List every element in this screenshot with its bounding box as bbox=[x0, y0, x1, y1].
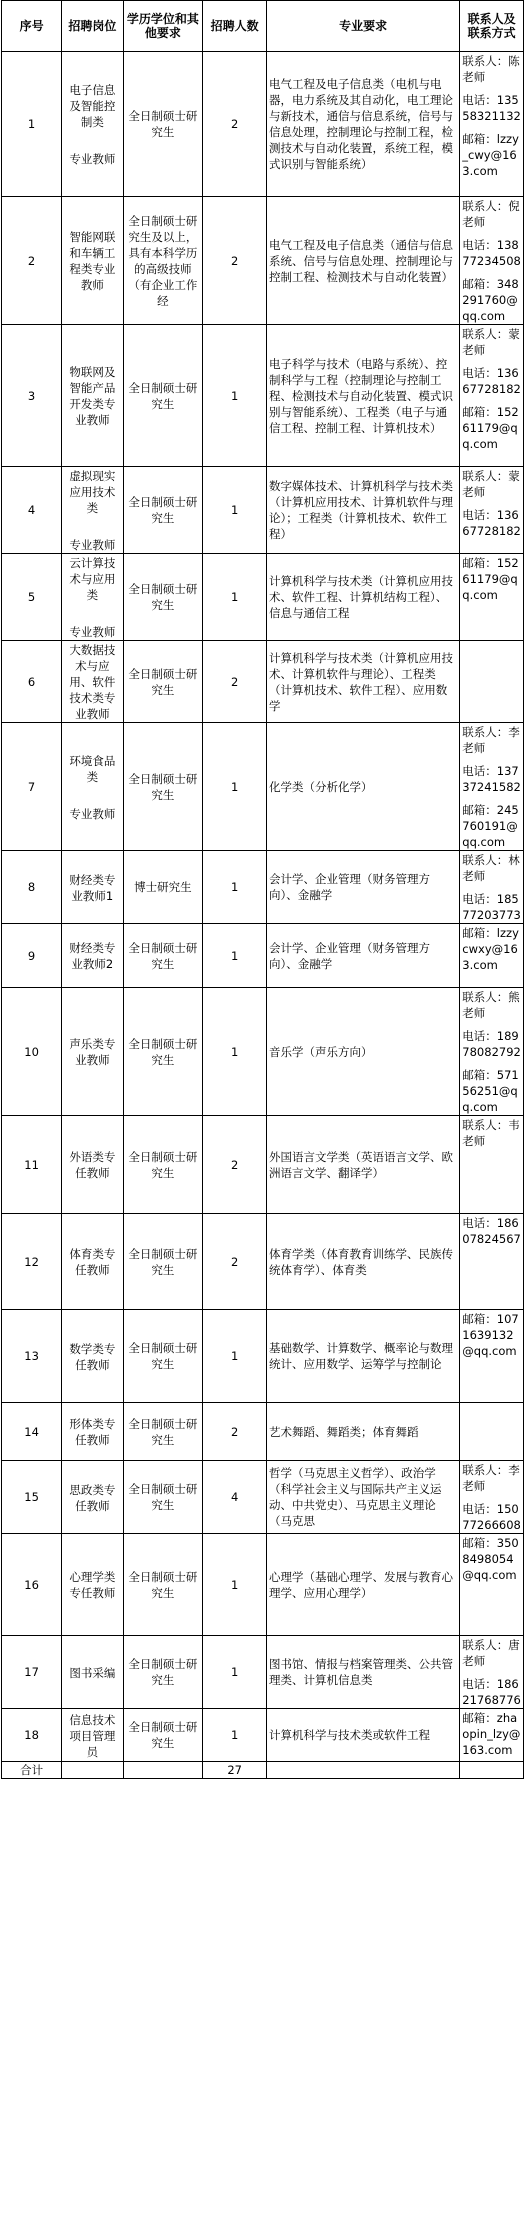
row-education: 全日制硕士研究生及以上，具有本科学历的高级技师（有企业工作经 bbox=[123, 197, 203, 325]
position-line: 大数据技术与应用、软件技术类专业教师 bbox=[69, 643, 116, 721]
row-position bbox=[62, 641, 123, 723]
row-position bbox=[62, 325, 123, 467]
row-education: 全日制硕士研究生 bbox=[123, 924, 203, 988]
header-row bbox=[2, 1, 524, 52]
contact-line: 邮箱：zhaopin_lzy@163.com bbox=[462, 1711, 521, 1757]
row-education: 全日制硕士研究生 bbox=[123, 554, 203, 641]
contact-line: 联系人：李老师 bbox=[462, 1463, 520, 1493]
row-contact bbox=[460, 1403, 524, 1461]
row-major: 化学类（分析化学） bbox=[267, 723, 460, 851]
row-education: 全日制硕士研究生 bbox=[123, 1310, 203, 1403]
row-no: 9 bbox=[2, 924, 62, 988]
contact-line: 联系人：熊老师 bbox=[462, 990, 520, 1020]
row-count: 2 bbox=[203, 1214, 267, 1310]
row-major: 数字媒体技术、计算机科学与技术类（计算机应用技术、计算机软件与理论）；工程类（计算机技术、软件工程） bbox=[267, 467, 460, 554]
row-no: 3 bbox=[2, 325, 62, 467]
position-line: 信息技术项目管理员 bbox=[69, 1712, 116, 1759]
table-row bbox=[2, 1310, 524, 1403]
row-position bbox=[62, 1709, 123, 1762]
header-no: 序号 bbox=[2, 1, 62, 52]
position-line: 外语类专任教师 bbox=[69, 1150, 116, 1180]
contact-line: 联系人：倪老师 bbox=[462, 199, 520, 229]
table-row bbox=[2, 1636, 524, 1709]
row-count: 2 bbox=[203, 1403, 267, 1461]
recruitment-table bbox=[1, 0, 524, 1779]
row-no: 2 bbox=[2, 197, 62, 325]
row-education: 全日制硕士研究生 bbox=[123, 325, 203, 467]
row-contact bbox=[460, 554, 524, 641]
contact-line: 电话：13558321132 bbox=[462, 93, 521, 123]
row-no: 7 bbox=[2, 723, 62, 851]
position-line: 图书采编 bbox=[69, 1665, 116, 1680]
row-major: 图书馆、情报与档案管理类、公共管理类、计算机信息类 bbox=[267, 1636, 460, 1709]
contact-line: 电话：18577203773 bbox=[462, 892, 521, 922]
position-line: 专业教师 bbox=[69, 625, 116, 639]
row-education: 全日制硕士研究生 bbox=[123, 1709, 203, 1762]
contact-line: 电话：18607824567 bbox=[462, 1216, 521, 1246]
total-blank bbox=[460, 1762, 524, 1779]
row-position bbox=[62, 851, 123, 924]
contact-line: 邮箱：348291760@qq.com bbox=[462, 277, 519, 323]
row-contact bbox=[460, 924, 524, 988]
row-position bbox=[62, 924, 123, 988]
row-contact bbox=[460, 1534, 524, 1636]
row-position bbox=[62, 467, 123, 554]
row-major: 艺术舞蹈、舞蹈类；体育舞蹈 bbox=[267, 1403, 460, 1461]
contact-line: 联系人：唐老师 bbox=[462, 1638, 520, 1668]
contact-line: 联系人：林老师 bbox=[462, 853, 520, 883]
contact-line: 电话：13667728182 bbox=[462, 366, 521, 396]
contact-line: 邮箱：245760191@qq.com bbox=[462, 803, 519, 849]
position-line: 专业教师 bbox=[69, 538, 116, 552]
row-education: 全日制硕士研究生 bbox=[123, 1636, 203, 1709]
contact-line: 联系人：陈老师 bbox=[462, 54, 520, 84]
row-contact bbox=[460, 1214, 524, 1310]
row-no: 4 bbox=[2, 467, 62, 554]
total-count: 27 bbox=[203, 1762, 267, 1779]
row-count: 1 bbox=[203, 325, 267, 467]
position-line: 财经类专业教师2 bbox=[69, 941, 116, 971]
row-count: 2 bbox=[203, 197, 267, 325]
row-contact bbox=[460, 723, 524, 851]
position-line: 心理学类专任教师 bbox=[69, 1570, 116, 1600]
row-position bbox=[62, 554, 123, 641]
table-row bbox=[2, 1214, 524, 1310]
total-label: 合计 bbox=[2, 1762, 62, 1779]
position-line: 专业教师 bbox=[69, 152, 116, 166]
table-row bbox=[2, 851, 524, 924]
row-count: 1 bbox=[203, 1310, 267, 1403]
row-education: 全日制硕士研究生 bbox=[123, 1461, 203, 1534]
row-count: 1 bbox=[203, 988, 267, 1116]
row-position bbox=[62, 1214, 123, 1310]
contact-line: 电话：13877234508 bbox=[462, 238, 521, 268]
row-position bbox=[62, 52, 123, 197]
row-count: 2 bbox=[203, 1116, 267, 1214]
row-major: 哲学（马克思主义哲学）、政治学（科学社会主义与国际共产主义运动、中共党史）、马克思主义理论（马克思 bbox=[267, 1461, 460, 1534]
table-row bbox=[2, 1403, 524, 1461]
row-count: 1 bbox=[203, 1709, 267, 1762]
row-education: 全日制硕士研究生 bbox=[123, 1403, 203, 1461]
contact-line: 邮箱：lzzycwxy@163.com bbox=[462, 926, 519, 972]
row-contact bbox=[460, 1461, 524, 1534]
row-position bbox=[62, 197, 123, 325]
row-contact bbox=[460, 52, 524, 197]
row-contact bbox=[460, 641, 524, 723]
row-count: 1 bbox=[203, 851, 267, 924]
contact-line: 邮箱：15261179@qq.com bbox=[462, 405, 519, 451]
total-blank bbox=[62, 1762, 123, 1779]
row-education: 博士研究生 bbox=[123, 851, 203, 924]
row-count: 1 bbox=[203, 1534, 267, 1636]
header-count: 招聘人数 bbox=[203, 1, 267, 52]
row-contact bbox=[460, 1709, 524, 1762]
position-line: 物联网及智能产品开发类专业教师 bbox=[69, 365, 116, 427]
contact-line: 联系人：韦老师 bbox=[462, 1118, 520, 1148]
total-row bbox=[2, 1762, 524, 1779]
header-education: 学历学位和其他要求 bbox=[123, 1, 203, 52]
row-count: 1 bbox=[203, 924, 267, 988]
table-row bbox=[2, 1534, 524, 1636]
row-education: 全日制硕士研究生 bbox=[123, 1214, 203, 1310]
header-major: 专业要求 bbox=[267, 1, 460, 52]
row-no: 16 bbox=[2, 1534, 62, 1636]
contact-line: 电话：18978082792 bbox=[462, 1029, 521, 1059]
row-position bbox=[62, 1461, 123, 1534]
row-contact bbox=[460, 1116, 524, 1214]
table-row bbox=[2, 988, 524, 1116]
row-education: 全日制硕士研究生 bbox=[123, 1116, 203, 1214]
table-row bbox=[2, 641, 524, 723]
row-major: 外国语言文学类（英语语言文学、欧洲语言文学、翻译学） bbox=[267, 1116, 460, 1214]
row-education: 全日制硕士研究生 bbox=[123, 1534, 203, 1636]
contact-line: 邮箱：57156251@qq.com bbox=[462, 1068, 519, 1114]
row-no: 13 bbox=[2, 1310, 62, 1403]
position-line: 虚拟现实应用技术类 bbox=[69, 469, 116, 515]
table-row bbox=[2, 325, 524, 467]
row-education: 全日制硕士研究生 bbox=[123, 641, 203, 723]
row-count: 2 bbox=[203, 52, 267, 197]
contact-line: 邮箱：3508498054@qq.com bbox=[462, 1536, 519, 1582]
position-line: 专业教师 bbox=[69, 806, 116, 821]
position-line: 声乐类专业教师 bbox=[69, 1037, 116, 1067]
row-no: 6 bbox=[2, 641, 62, 723]
row-count: 1 bbox=[203, 723, 267, 851]
row-position bbox=[62, 1403, 123, 1461]
row-count: 2 bbox=[203, 641, 267, 723]
row-major: 计算机科学与技术类或软件工程 bbox=[267, 1709, 460, 1762]
row-major: 电气工程及电子信息类（通信与信息系统、信号与信息处理、控制理论与控制工程、检测技术与自动化装置） bbox=[267, 197, 460, 325]
row-contact bbox=[460, 325, 524, 467]
position-line: 环境食品类 bbox=[69, 753, 116, 784]
row-no: 17 bbox=[2, 1636, 62, 1709]
table-row bbox=[2, 554, 524, 641]
row-no: 11 bbox=[2, 1116, 62, 1214]
contact-line: 联系人：蒙老师 bbox=[462, 327, 520, 357]
row-count: 1 bbox=[203, 467, 267, 554]
position-line: 智能网联和车辆工程类专业教师 bbox=[69, 230, 116, 292]
table-row bbox=[2, 52, 524, 197]
row-position bbox=[62, 1310, 123, 1403]
row-position bbox=[62, 1116, 123, 1214]
table-row bbox=[2, 1461, 524, 1534]
table-row bbox=[2, 723, 524, 851]
position-line: 数学类专任教师 bbox=[69, 1341, 116, 1372]
contact-line: 电话：15077266608 bbox=[462, 1502, 521, 1532]
row-major: 会计学、企业管理（财务管理方向）、金融学 bbox=[267, 851, 460, 924]
contact-line: 邮箱：1071639132@qq.com bbox=[462, 1312, 519, 1358]
row-no: 14 bbox=[2, 1403, 62, 1461]
row-education: 全日制硕士研究生 bbox=[123, 467, 203, 554]
row-no: 5 bbox=[2, 554, 62, 641]
row-no: 8 bbox=[2, 851, 62, 924]
row-major: 计算机科学与技术类（计算机应用技术、计算机软件与理论）、工程类（计算机技术、软件工程）、应用数学 bbox=[267, 641, 460, 723]
contact-line: 联系人：李老师 bbox=[462, 725, 520, 755]
table-row bbox=[2, 1116, 524, 1214]
contact-line: 电话：18621768776 bbox=[462, 1677, 521, 1707]
contact-line: 电话：13737241582 bbox=[462, 764, 521, 794]
total-blank bbox=[267, 1762, 460, 1779]
row-major: 电子科学与技术（电路与系统）、控制科学与工程（控制理论与控制工程、检测技术与自动化装置、模式识别与智能系统）、工程类（电子与通信工程、控制工程、计算机技术） bbox=[267, 325, 460, 467]
row-contact bbox=[460, 851, 524, 924]
row-contact bbox=[460, 467, 524, 554]
position-line: 电子信息及智能控制类 bbox=[69, 83, 116, 129]
row-position bbox=[62, 1534, 123, 1636]
row-count: 1 bbox=[203, 554, 267, 641]
row-major: 电气工程及电子信息类（电机与电器，电力系统及其自动化，电工理论与新技术，通信与信息系统，信号与信息处理，控制理论与控制工程，检测技术与自动化装置，系统工程，模式识别与智能系统） bbox=[267, 52, 460, 197]
position-line: 财经类专业教师1 bbox=[69, 872, 116, 903]
row-education: 全日制硕士研究生 bbox=[123, 723, 203, 851]
row-no: 1 bbox=[2, 52, 62, 197]
contact-line: 电话：13667728182 bbox=[462, 508, 521, 538]
row-no: 10 bbox=[2, 988, 62, 1116]
table-row bbox=[2, 1709, 524, 1762]
position-line: 思政类专任教师 bbox=[69, 1482, 116, 1513]
contact-line: 联系人：蒙老师 bbox=[462, 469, 520, 499]
header-contact: 联系人及联系方式 bbox=[460, 1, 524, 52]
table-row bbox=[2, 197, 524, 325]
row-education: 全日制硕士研究生 bbox=[123, 52, 203, 197]
table-row bbox=[2, 924, 524, 988]
table-body bbox=[2, 52, 524, 1762]
row-education: 全日制硕士研究生 bbox=[123, 988, 203, 1116]
table-row bbox=[2, 467, 524, 554]
row-position bbox=[62, 723, 123, 851]
row-contact bbox=[460, 1310, 524, 1403]
row-position bbox=[62, 988, 123, 1116]
row-major: 音乐学（声乐方向） bbox=[267, 988, 460, 1116]
row-major: 心理学（基础心理学、发展与教育心理学、应用心理学） bbox=[267, 1534, 460, 1636]
total-blank bbox=[123, 1762, 203, 1779]
row-major: 体育学类（体育教育训练学、民族传统体育学）、体育类 bbox=[267, 1214, 460, 1310]
row-count: 1 bbox=[203, 1636, 267, 1709]
row-contact bbox=[460, 988, 524, 1116]
header-position: 招聘岗位 bbox=[62, 1, 123, 52]
row-count: 4 bbox=[203, 1461, 267, 1534]
row-contact bbox=[460, 1636, 524, 1709]
contact-line: 邮箱：lzzy_cwy@163.com bbox=[462, 132, 519, 178]
row-no: 18 bbox=[2, 1709, 62, 1762]
row-contact bbox=[460, 197, 524, 325]
row-major: 计算机科学与技术类（计算机应用技术、软件工程、计算机结构工程）、信息与通信工程 bbox=[267, 554, 460, 641]
contact-line: 邮箱：15261179@qq.com bbox=[462, 556, 519, 602]
row-no: 12 bbox=[2, 1214, 62, 1310]
position-line: 云计算技术与应用类 bbox=[69, 556, 116, 602]
row-major: 会计学、企业管理（财务管理方向）、金融学 bbox=[267, 924, 460, 988]
row-position bbox=[62, 1636, 123, 1709]
row-no: 15 bbox=[2, 1461, 62, 1534]
position-line: 体育类专任教师 bbox=[69, 1247, 116, 1277]
row-major: 基础数学、计算数学、概率论与数理统计、应用数学、运筹学与控制论 bbox=[267, 1310, 460, 1403]
position-line: 形体类专任教师 bbox=[69, 1417, 116, 1447]
